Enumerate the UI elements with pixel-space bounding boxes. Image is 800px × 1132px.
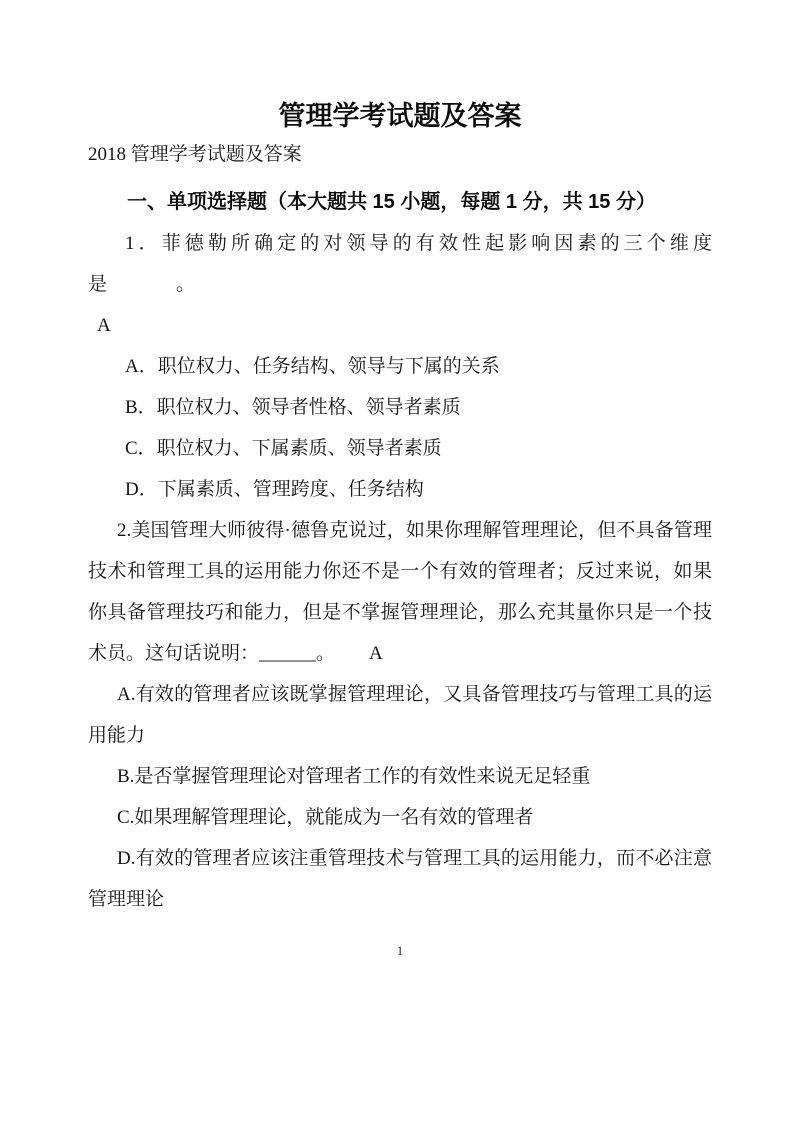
question-1-stem-period: 。 <box>176 274 196 295</box>
question-1-option-b: B．职位权力、领导者性格、领导者素质 <box>125 397 461 418</box>
question-2-answer: A <box>369 643 383 664</box>
question-1-stem-text: 1．菲德勒所确定的对领导的有效性起影响因素的三个维度是 <box>88 233 712 295</box>
question-2-stem <box>88 510 712 674</box>
question-1-option-c: C．职位权力、下属素质、领导者素质 <box>125 438 442 459</box>
question-2-option-a: A.有效的管理者应该既掌握管理理论，又具备管理技巧与管理工具的运用能力 <box>88 684 712 746</box>
question-2-answer-blank: ______ <box>259 643 317 664</box>
question-1-answer: A <box>97 315 111 336</box>
question-2-option-c: C.如果理解管理理论，就能成为一名有效的管理者 <box>117 807 534 828</box>
section-heading: 一、单项选择题（本大题共 15 小题，每题 1 分，共 15 分） <box>127 191 656 213</box>
page-number: 1 <box>396 943 404 958</box>
question-1-stem <box>88 223 712 305</box>
question-2-stem-text: 2.美国管理大师彼得·德鲁克说过，如果你理解管理理论，但不具备管理技术和管理工具的运用能力你还不是一个有效的管理者；反过来说，如果你具备管理技巧和能力，但是不掌握管理理论，那么充其量你只是一个技术员。这句话说明： <box>88 520 712 664</box>
question-2-option-b: B.是否掌握管理理论对管理者工作的有效性来说无足轻重 <box>117 766 591 787</box>
question-1-option-a: A．职位权力、任务结构、领导与下属的关系 <box>125 356 500 377</box>
document-subtitle: 2018 管理学考试题及答案 <box>88 144 302 165</box>
question-1-option-d: D．下属素质、管理跨度、任务结构 <box>125 479 424 500</box>
question-2-stem-period: 。 <box>316 643 336 664</box>
question-2-option-d: D.有效的管理者应该注重管理技术与管理工具的运用能力，而不必注意管理理论 <box>88 848 712 910</box>
document-title: 管理学考试题及答案 <box>278 101 522 131</box>
